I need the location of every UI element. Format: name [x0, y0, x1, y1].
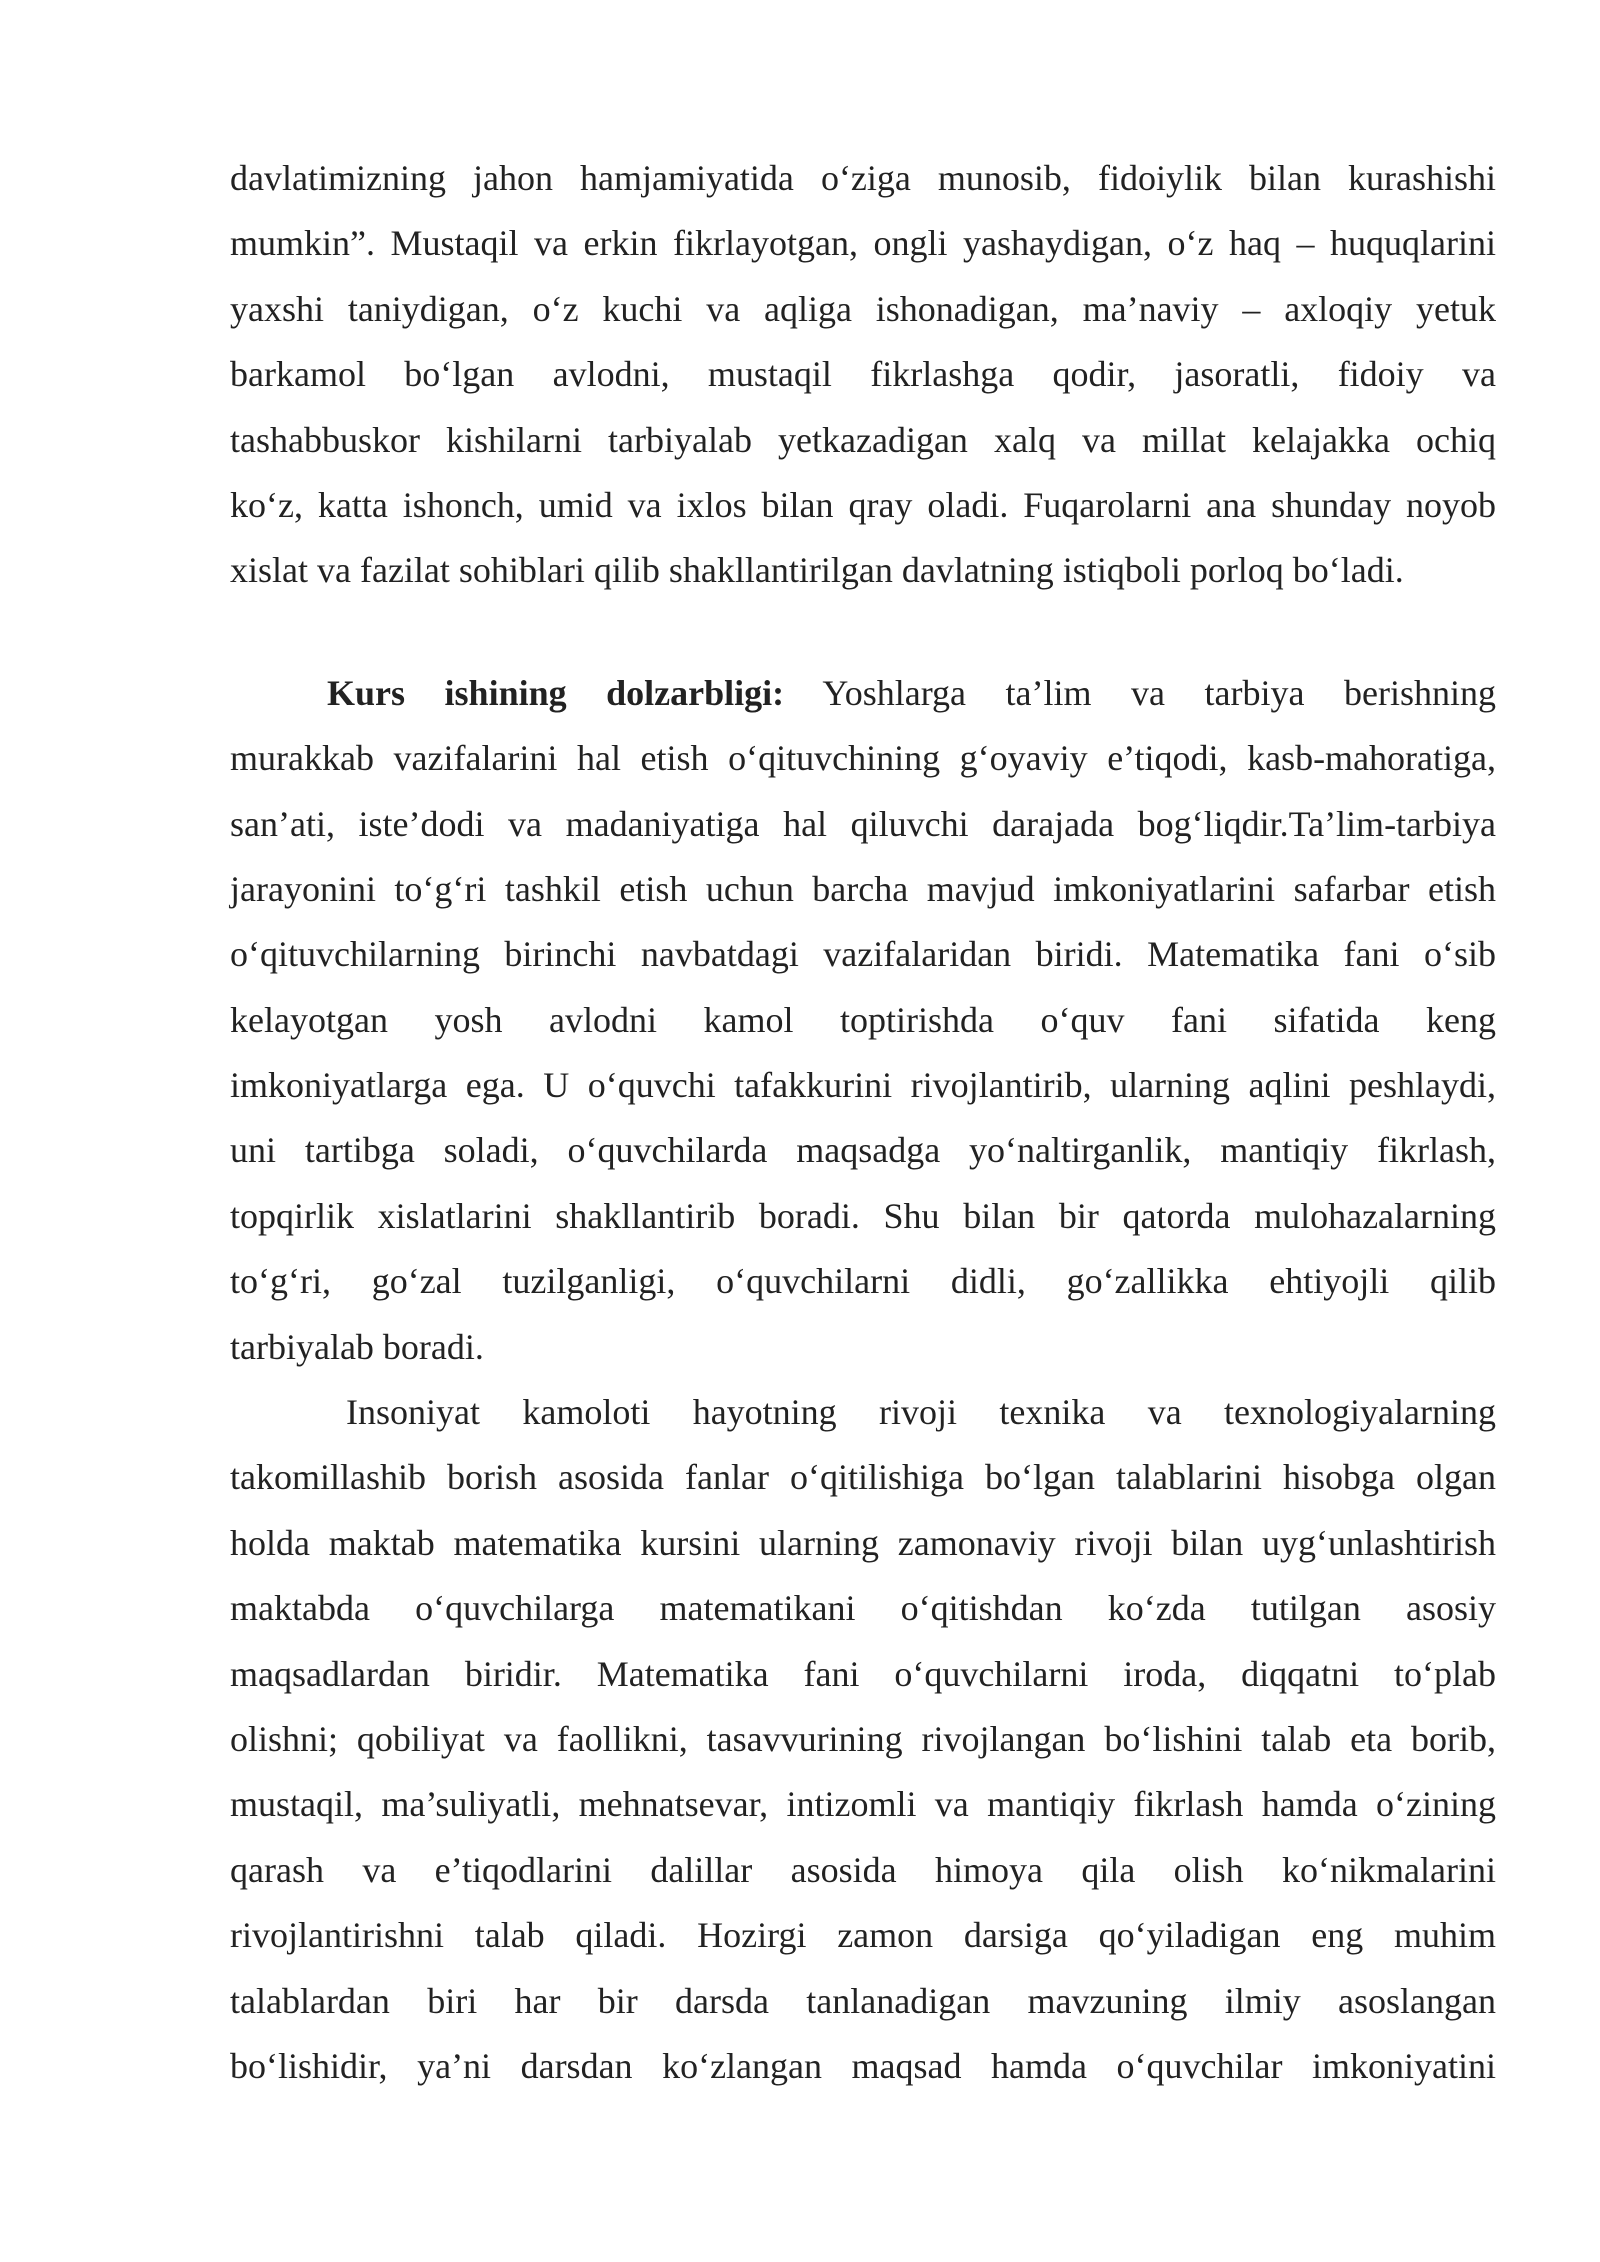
text-line: olishni; qobiliyat va faollikni, tasavvurining rivojlangan bo‘lishini talab eta borib, [230, 1718, 1496, 1759]
document-page [230, 146, 1496, 2099]
text-line: o‘qituvchilarning birinchi navbatdagi vazifalaridan biridi. Matematika fani o‘sib [230, 934, 1496, 975]
text-line: mustaqil, ma’suliyatli, mehnatsevar, intizomli va mantiqiy fikrlash hamda o‘zining [230, 1784, 1496, 1825]
paragraph-2 [230, 661, 1496, 1380]
text-line: maqsadlardan biridir. Matematika fani o‘quvchilarni iroda, diqqatni to‘plab [230, 1653, 1496, 1694]
text-line: yaxshi taniydigan, o‘z kuchi va aqliga ishonadigan, ma’naviy – axloqiy yetuk [230, 288, 1496, 329]
text-line: mumkin”. Mustaqil va erkin fikrlayotgan, ongli yashaydigan, o‘z haq – huquqlarini [230, 223, 1496, 264]
heading-line-text: Yoshlarga ta’lim va tarbiya berishning [784, 672, 1497, 713]
text-line: san’ati, iste’dodi va madaniyatiga hal qiluvchi darajada bog‘liqdir.Ta’lim-tarbiya [230, 803, 1496, 844]
text-line: tashabbuskor kishilarni tarbiyalab yetkazadigan xalq va millat kelajakka ochiq [230, 419, 1496, 460]
text-line: holda maktab matematika kursini ularning zamonaviy rivoji bilan uyg‘unlashtirish [230, 1522, 1496, 1563]
text-line: takomillashib borish asosida fanlar o‘qitilishiga bo‘lgan talablarini hisobga olgan [230, 1457, 1496, 1498]
text-line: qarash va e’tiqodlarini dalillar asosida himoya qila olish ko‘nikmalarini [230, 1849, 1496, 1890]
text-line: topqirlik xislatlarini shakllantirib boradi. Shu bilan bir qatorda mulohazalarning [230, 1195, 1496, 1236]
text-line: ko‘z, katta ishonch, umid va ixlos bilan qray oladi. Fuqarolarni ana shunday noyob [230, 484, 1496, 525]
text-line: Insoniyat kamoloti hayotning rivoji texnika va texnologiyalarning [346, 1392, 1496, 1433]
section-heading: Kurs ishining dolzarbligi: [327, 672, 785, 713]
text-line: murakkab vazifalarini hal etish o‘qituvchining g‘oyaviy e’tiqodi, kasb-mahoratiga, [230, 738, 1496, 779]
text-line: to‘g‘ri, go‘zal tuzilganligi, o‘quvchilarni didli, go‘zallikka ehtiyojli qilib [230, 1261, 1496, 1302]
text-line: kelayotgan yosh avlodni kamol toptirishda o‘quv fani sifatida keng [230, 999, 1496, 1040]
paragraph-1 [230, 146, 1496, 604]
text-line: maktabda o‘quvchilarga matematikani o‘qitishdan ko‘zda tutilgan asosiy [230, 1588, 1496, 1629]
text-line: jarayonini to‘g‘ri tashkil etish uchun barcha mavjud imkoniyatlarini safarbar etish [230, 868, 1496, 909]
text-line: talablardan biri har bir darsda tanlanadigan mavzuning ilmiy asoslangan [230, 1980, 1496, 2021]
text-line: barkamol bo‘lgan avlodni, mustaqil fikrlashga qodir, jasoratli, fidoiy va [230, 354, 1496, 395]
paragraph-gap [230, 604, 1496, 661]
paragraph-3 [230, 1380, 1496, 2099]
text-line: rivojlantirishni talab qiladi. Hozirgi zamon darsiga qo‘yiladigan eng muhim [230, 1915, 1496, 1956]
text-line: bo‘lishidir, ya’ni darsdan ko‘zlangan maqsad hamda o‘quvchilar imkoniyatini [230, 2045, 1496, 2086]
text-line: imkoniyatlarga ega. U o‘quvchi tafakkurini rivojlantirib, ularning aqlini peshlaydi, [230, 1065, 1496, 1106]
text-line: xislat va fazilat sohiblari qilib shakllantirilgan davlatning istiqboli porloq bo‘ladi. [230, 550, 1404, 591]
text-line: uni tartibga soladi, o‘quvchilarda maqsadga yo‘naltirganlik, mantiqiy fikrlash, [230, 1130, 1496, 1171]
text-line: davlatimizning jahon hamjamiyatida o‘ziga munosib, fidoiylik bilan kurashishi [230, 158, 1496, 198]
heading-line [230, 661, 1496, 726]
text-line: tarbiyalab boradi. [230, 1326, 484, 1367]
